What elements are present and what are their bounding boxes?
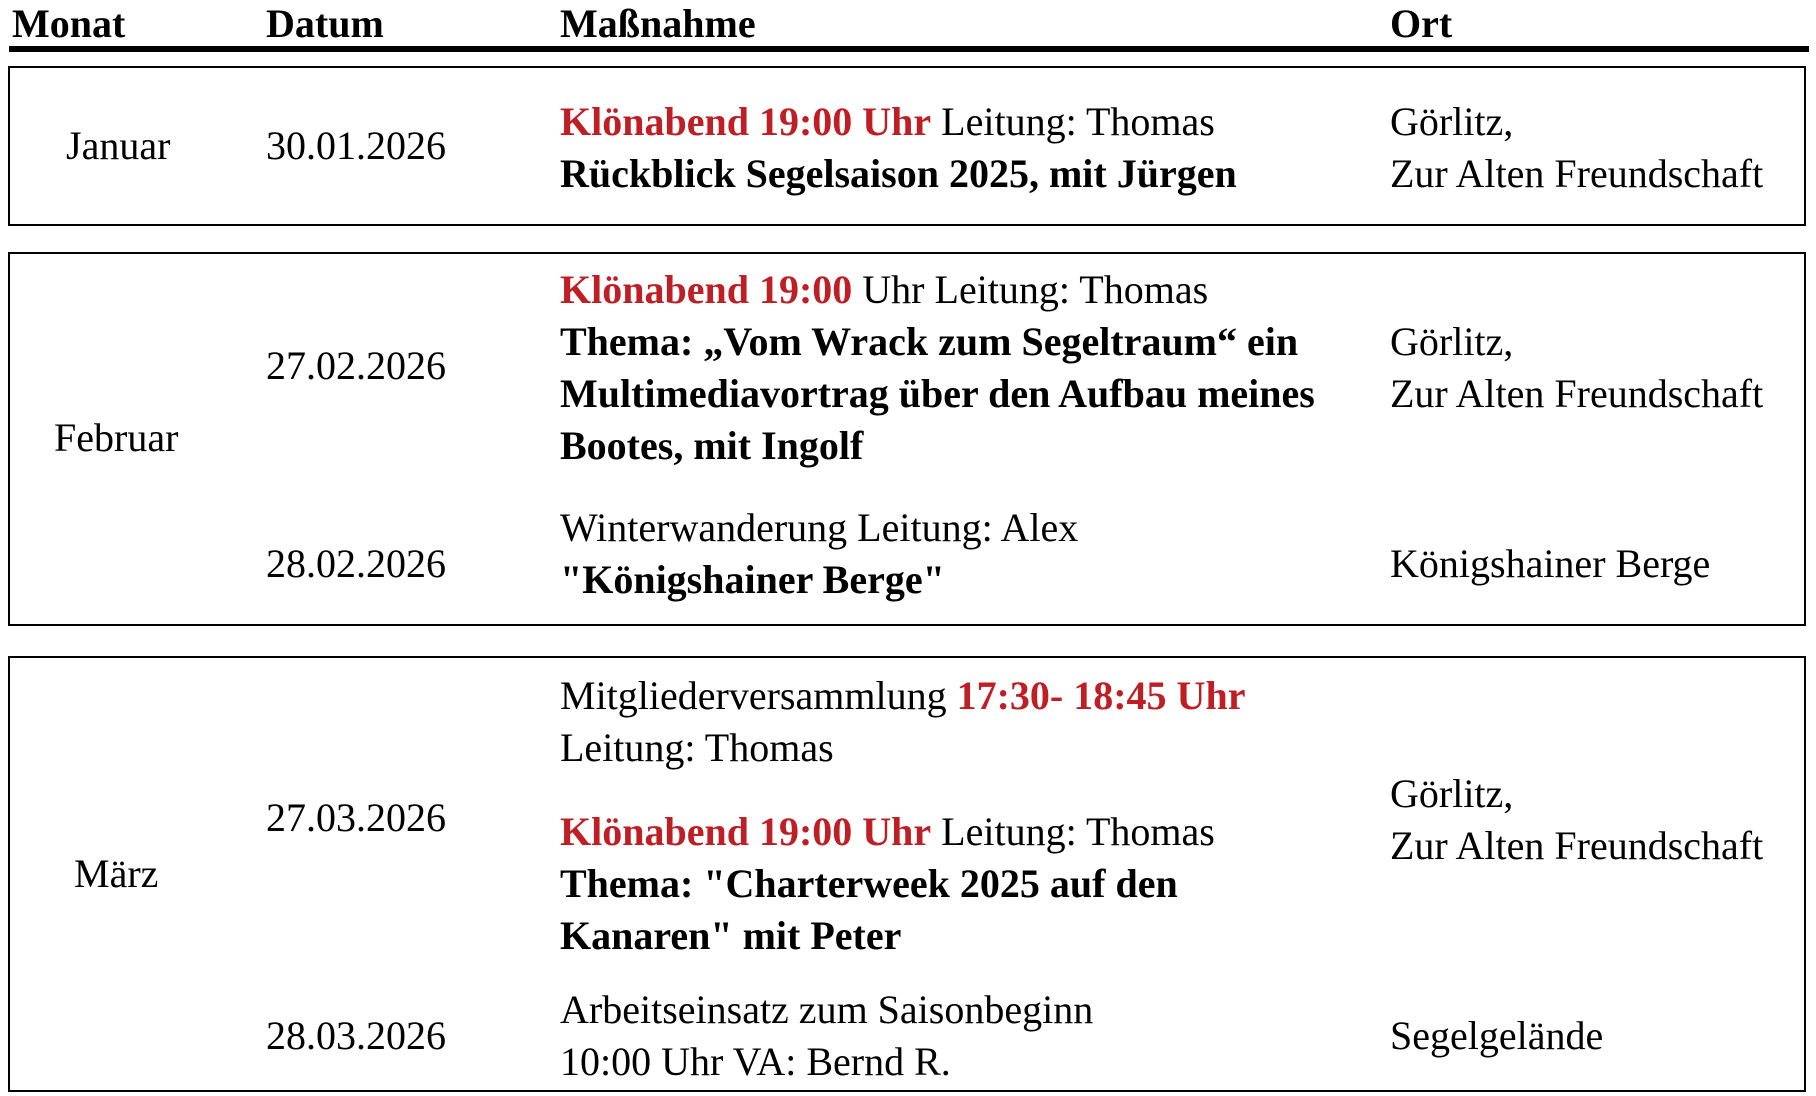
event-leader: Leitung: Thomas — [560, 725, 834, 770]
event-title: Arbeitseinsatz zum Saisonbeginn — [560, 987, 1094, 1032]
event-date: 28.03.2026 — [266, 1013, 446, 1058]
month-label: März — [74, 851, 159, 896]
event-location-line1: Görlitz, — [1390, 319, 1514, 364]
header-monat: Monat — [12, 1, 126, 46]
event-topic-line2: Kanaren" mit Peter — [560, 913, 902, 958]
event-location-line2: Zur Alten Freundschaft — [1390, 823, 1764, 868]
event-location: Segelgelände — [1390, 1013, 1604, 1058]
event-location-line1: Görlitz, — [1390, 771, 1514, 816]
event-location: Königshainer Berge — [1390, 541, 1711, 586]
event-topic-line1: Thema: "Charterweek 2025 auf den — [560, 861, 1178, 906]
event-time-highlight: Klönabend 19:00 — [560, 267, 853, 312]
event-lead: Leitung: Thomas — [931, 809, 1215, 854]
event-time-highlight: Klönabend 19:00 Uhr — [560, 809, 932, 854]
header-massnahme: Maßnahme — [560, 1, 756, 46]
event-date: 28.02.2026 — [266, 541, 446, 586]
event-location-line1: Görlitz, — [1390, 99, 1514, 144]
event-title — [560, 96, 1215, 148]
event-time-highlight: 17:30- 18:45 Uhr — [956, 673, 1246, 718]
event-date: 27.03.2026 — [266, 795, 446, 840]
event-topic: "Königshainer Berge" — [560, 557, 945, 602]
header-datum: Datum — [266, 1, 384, 46]
event-time-highlight: Klönabend 19:00 Uhr — [560, 99, 932, 144]
event-leader: 10:00 Uhr VA: Bernd R. — [560, 1039, 951, 1084]
event-title: Winterwanderung Leitung: Alex — [560, 505, 1079, 550]
event-lead: Leitung: Thomas — [931, 99, 1215, 144]
event-title — [560, 670, 1245, 722]
event-date: 27.02.2026 — [266, 343, 446, 388]
header-ort: Ort — [1390, 1, 1453, 46]
header-rule — [9, 46, 1809, 52]
event-date: 30.01.2026 — [266, 123, 446, 168]
event-lead: Mitgliederversammlung — [560, 673, 957, 718]
event-topic-line1: Thema: „Vom Wrack zum Segeltraum“ ein — [560, 319, 1299, 364]
event-title — [560, 806, 1215, 858]
event-topic-line2: Multimediavortrag über den Aufbau meines — [560, 371, 1315, 416]
event-lead: Uhr Leitung: Thomas — [852, 267, 1209, 312]
event-topic: Rückblick Segelsaison 2025, mit Jürgen — [560, 151, 1237, 196]
event-location-line2: Zur Alten Freundschaft — [1390, 371, 1764, 416]
month-label: Januar — [66, 123, 171, 168]
event-title — [560, 264, 1208, 316]
event-topic-line3: Bootes, mit Ingolf — [560, 423, 864, 468]
month-label: Februar — [54, 415, 179, 460]
event-location-line2: Zur Alten Freundschaft — [1390, 151, 1764, 196]
